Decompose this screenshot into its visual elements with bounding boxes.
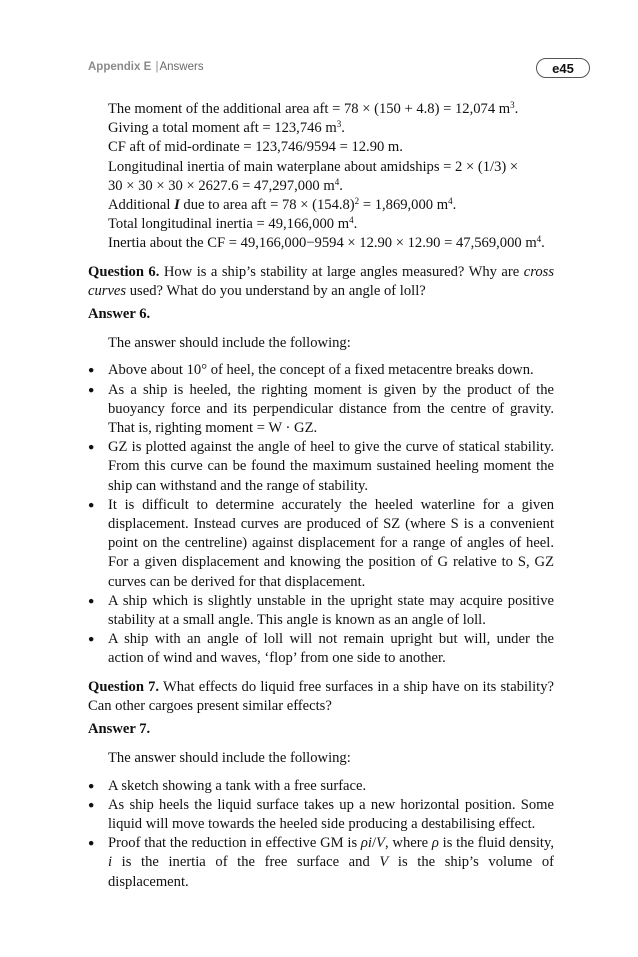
list-item: ● GZ is plotted against the angle of heel to give the curve of statical stability. From this curve can be found the maximum sustained heeling moment the ship can withstand and the range of stability. [88,438,554,496]
calc-line: The moment of the additional area aft = 78 × (150 + 4.8) = 12,074 $m^3$. [108,100,519,117]
answer-6-heading: Answer 6. [88,306,151,323]
calc-line: Total longitudinal inertia = 49,166,000 $m^4$. [108,215,358,233]
question-7: Question 7. What effects do liquid free surfaces in a ship have on its stability? Can other cargoes present similar effects? [88,678,554,714]
list-item: ● A ship with an angle of loll will not remain upright but will, under the action of wind and waves, ‘flop’ from one side to another. [88,630,554,668]
calculation-block [88,100,554,254]
answer-7-list [88,777,554,892]
calc-line: CF aft of mid-ordinate = 123,746/9594 = 12.90 m. [108,139,403,156]
running-header [88,58,590,80]
calc-line: Longitudinal inertia of main waterplane about amidships = 2 × (1/3) × [108,158,519,175]
calc-line: Giving a total moment aft = 123,746 $m^3$. [108,119,345,137]
calc-line: 30 × 30 × 30 × 2627.6 = 47,297,000 $m^4$. [108,176,343,194]
list-item: ● Proof that the reduction in effective GM is ρi/V, where ρ is the fluid density, i is the inertia of the free surface and V is the ship’s volume of displacement. [88,834,554,892]
header-section: Appendix E [88,61,152,73]
list-item: ● As ship heels the liquid surface takes up a new horizontal position. Some liquid will move towards the heeled side producing a destabilising effect. [88,796,554,834]
list-item: ● A ship which is slightly unstable in the upright state may acquire positive stability at a small angle. This angle is known as an angle of loll. [88,592,554,630]
list-item: ● Above about 10° of heel, the concept of a fixed metacentre breaks down. [88,361,554,380]
answer-6-list [88,361,554,668]
answer-6-intro: The answer should include the following: [108,335,351,352]
answer-7-intro: The answer should include the following: [108,750,351,767]
page-number-badge: e45 [536,58,590,78]
header-subsection: Answers [159,61,204,73]
question-6-label: Question 6. [88,263,160,280]
calc-line: Inertia about the CF = 49,166,000−9594 × 12.90 × 12.90 = 47,569,000 $m^4$. [108,234,545,252]
question-7-label: Question 7. [88,678,160,695]
calc-line: Additional I due to area aft = $78 \times (154.8)^2 = 1,869,000$ $m^4$. [108,196,457,214]
list-item: ● A sketch showing a tank with a free surface. [88,777,554,796]
page-body [88,100,554,892]
header-separator: | [155,61,159,73]
list-item: ● As a ship is heeled, the righting moment is given by the product of the buoyancy force and its perpendicular distance from the centre of gravity. That is, righting moment = W · GZ. [88,381,554,439]
header-title [88,61,204,73]
question-6: Question 6. How is a ship’s stability at large angles measured? Why are cross curves used? What do you understand by an angle of loll? [88,263,555,299]
answer-7-heading: Answer 7. [88,721,151,738]
list-item: ● It is difficult to determine accurately the heeled waterline for a given displacement. Instead curves are produced of SZ (where S is a convenient point on the centreline) against displacement for a range of angles of heel. For a given displacement and knowing the position of G relative to S, GZ curves can be derived for that displacement. [88,496,554,592]
